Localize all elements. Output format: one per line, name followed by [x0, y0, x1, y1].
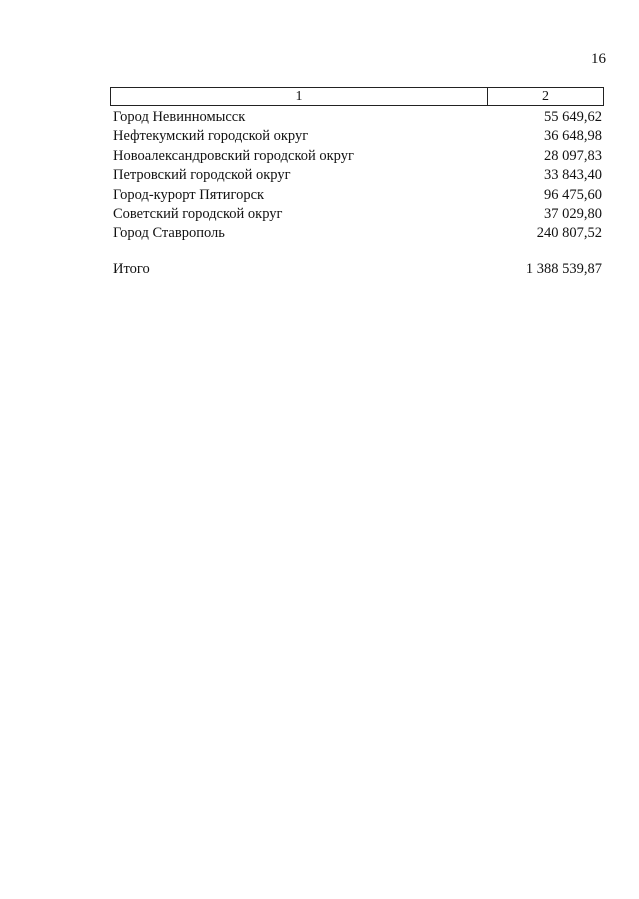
row-value: 28 097,83	[544, 147, 602, 164]
table-header-row	[110, 87, 604, 106]
total-value: 1 388 539,87	[525, 260, 602, 277]
row-name: Нефтекумский городской округ	[113, 128, 309, 145]
table-row	[110, 108, 604, 127]
row-name: Город Невинномысск	[113, 109, 246, 125]
allocation-table	[110, 87, 604, 279]
total-label: Итого	[113, 260, 150, 277]
column-header-1: 1	[111, 88, 488, 105]
row-value: 37 029,80	[544, 205, 602, 222]
column-header-2: 2	[542, 89, 549, 104]
table-body	[110, 108, 604, 279]
row-value: 55 649,62	[544, 109, 602, 125]
row-name: Город Ставрополь	[113, 225, 225, 242]
table-row	[110, 147, 604, 166]
row-value: 96 475,60	[544, 186, 602, 203]
row-name: Советский городской округ	[113, 205, 283, 222]
table-row	[110, 224, 604, 243]
table-row	[110, 166, 604, 185]
row-value: 36 648,98	[544, 128, 602, 145]
row-name: Город-курорт Пятигорск	[113, 186, 265, 203]
table-row	[110, 186, 604, 205]
page-number: 16	[591, 51, 606, 67]
row-name: Петровский городской округ	[113, 167, 291, 184]
total-row	[110, 260, 604, 279]
table-row	[110, 127, 604, 146]
row-value: 33 843,40	[544, 167, 602, 184]
table-row	[110, 205, 604, 224]
row-value: 240 807,52	[536, 225, 602, 242]
row-name: Новоалександровский городской округ	[113, 147, 354, 164]
